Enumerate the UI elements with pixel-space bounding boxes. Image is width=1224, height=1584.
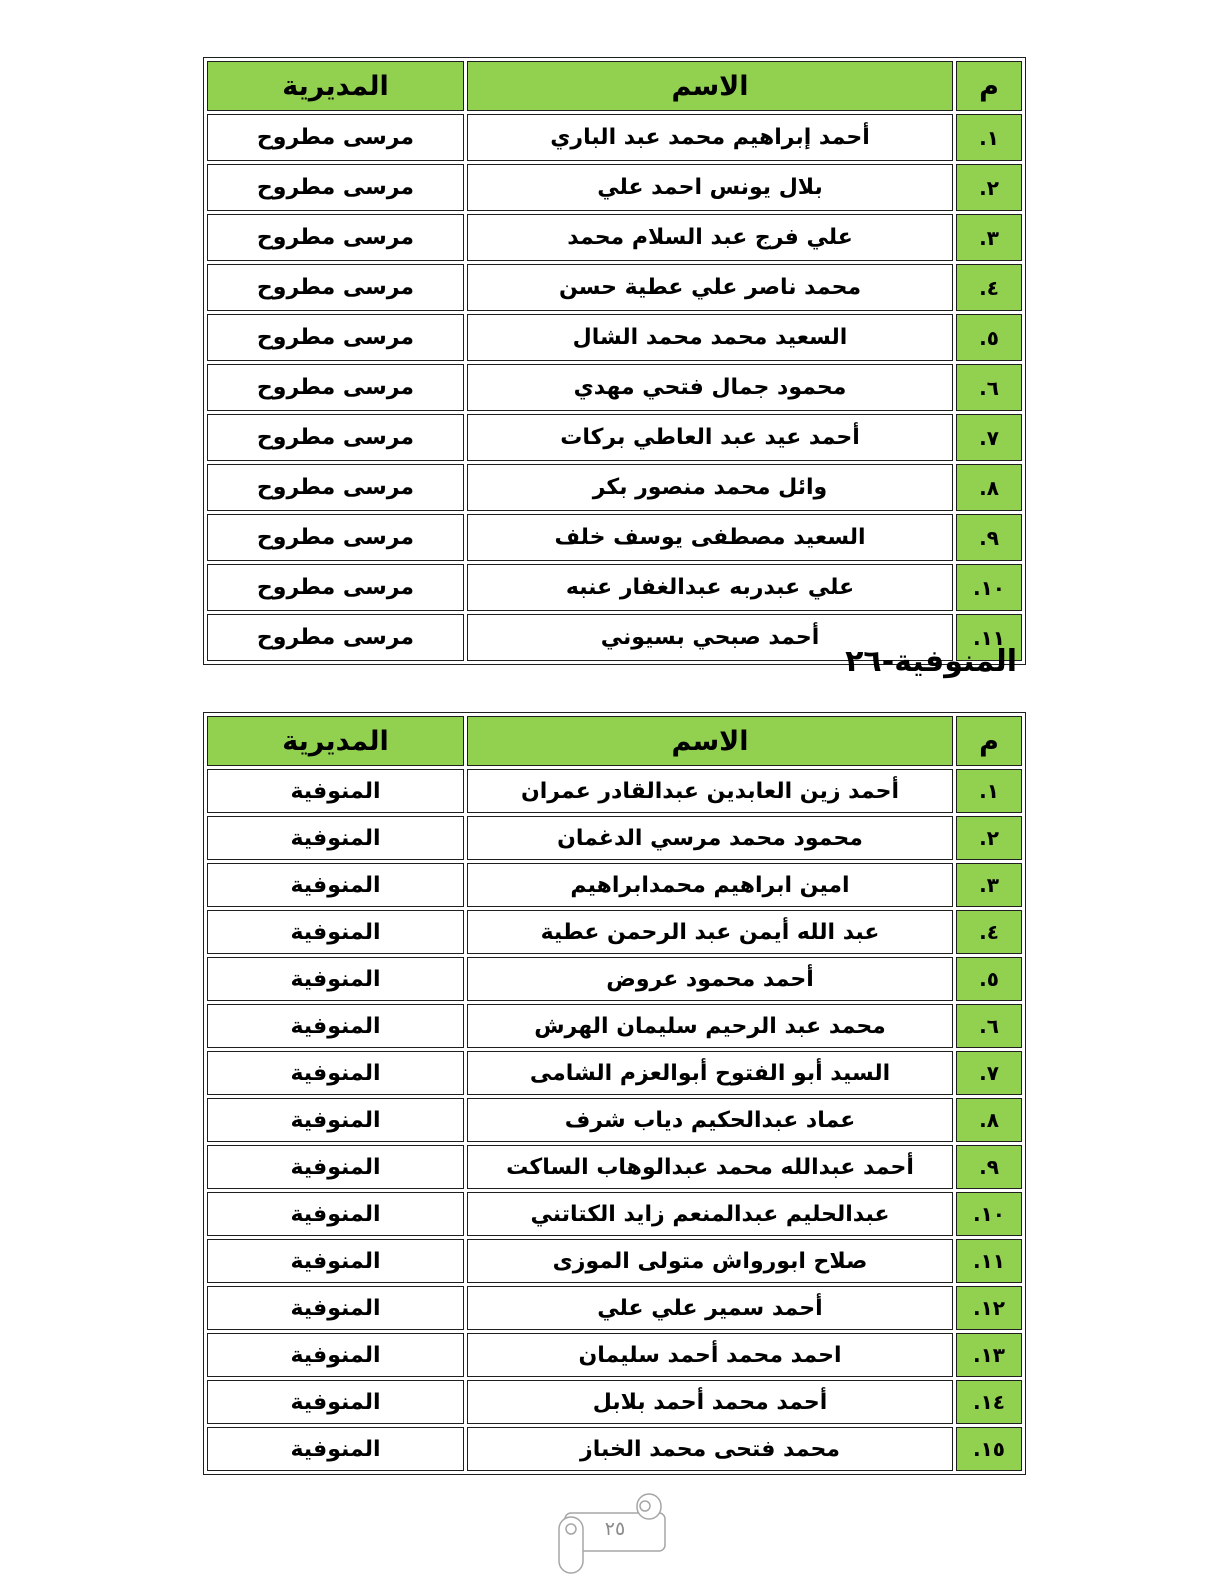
table-row xyxy=(207,1051,1022,1095)
marsa-matrouh-table xyxy=(203,57,1026,665)
directorate-name: مرسى مطروح xyxy=(207,114,464,161)
table-row xyxy=(207,314,1022,361)
table-header xyxy=(207,61,1022,111)
directorate-name: المنوفية xyxy=(207,863,464,907)
directorate-name: المنوفية xyxy=(207,910,464,954)
table-row xyxy=(207,1098,1022,1142)
section-title: المنوفية xyxy=(894,644,1017,679)
person-name: محمد فتحى محمد الخباز xyxy=(467,1427,953,1471)
directorate-name: المنوفية xyxy=(207,1098,464,1142)
row-number: ٤. xyxy=(956,910,1022,954)
page-number: ٢٥ xyxy=(604,1518,626,1540)
row-number: ١. xyxy=(956,769,1022,813)
directorate-name: مرسى مطروح xyxy=(207,314,464,361)
row-number: ١٠. xyxy=(956,1192,1022,1236)
directorate-name: مرسى مطروح xyxy=(207,164,464,211)
directorate-name: مرسى مطروح xyxy=(207,264,464,311)
header-row xyxy=(207,716,1022,766)
person-name: محمد عبد الرحيم سليمان الهرش xyxy=(467,1004,953,1048)
row-number: ٨. xyxy=(956,464,1022,511)
menoufia-table xyxy=(203,712,1026,1475)
header-number: م xyxy=(956,61,1022,111)
person-name: علي فرج عبد السلام محمد xyxy=(467,214,953,261)
table-row xyxy=(207,264,1022,311)
row-number: ٣. xyxy=(956,863,1022,907)
person-name: السعيد محمد محمد الشال xyxy=(467,314,953,361)
person-name: امين ابراهيم محمدابراهيم xyxy=(467,863,953,907)
person-name: أحمد زين العابدين عبدالقادر عمران xyxy=(467,769,953,813)
row-number: ٨. xyxy=(956,1098,1022,1142)
table-row xyxy=(207,910,1022,954)
table-row xyxy=(207,564,1022,611)
table-body xyxy=(207,114,1022,661)
row-number: ٩. xyxy=(956,514,1022,561)
table-row xyxy=(207,1145,1022,1189)
person-name: عبد الله أيمن عبد الرحمن عطية xyxy=(467,910,953,954)
table-header xyxy=(207,716,1022,766)
row-number: ١. xyxy=(956,114,1022,161)
table-row xyxy=(207,1380,1022,1424)
table-row xyxy=(207,514,1022,561)
directorate-name: المنوفية xyxy=(207,769,464,813)
person-name: أحمد عبدالله محمد عبدالوهاب الساكت xyxy=(467,1145,953,1189)
table-row xyxy=(207,1286,1022,1330)
header-name: الاسم xyxy=(467,61,953,111)
header-number: م xyxy=(956,716,1022,766)
row-number: ٦. xyxy=(956,364,1022,411)
header-name: الاسم xyxy=(467,716,953,766)
directorate-name: المنوفية xyxy=(207,816,464,860)
person-name: احمد محمد أحمد سليمان xyxy=(467,1333,953,1377)
table-body xyxy=(207,769,1022,1471)
person-name: محمود محمد مرسي الدغمان xyxy=(467,816,953,860)
person-name: أحمد محمود عروض xyxy=(467,957,953,1001)
person-name: بلال يونس احمد علي xyxy=(467,164,953,211)
person-name: محمد ناصر علي عطية حسن xyxy=(467,264,953,311)
person-name: وائل محمد منصور بكر xyxy=(467,464,953,511)
row-number: ٣. xyxy=(956,214,1022,261)
row-number: ١٣. xyxy=(956,1333,1022,1377)
section-separator: - xyxy=(881,644,895,679)
table-row xyxy=(207,1239,1022,1283)
row-number: ١٤. xyxy=(956,1380,1022,1424)
person-name: عبدالحليم عبدالمنعم زايد الكتاتني xyxy=(467,1192,953,1236)
table-row xyxy=(207,414,1022,461)
table-row xyxy=(207,1427,1022,1471)
directorate-name: المنوفية xyxy=(207,1333,464,1377)
directorate-name: مرسى مطروح xyxy=(207,514,464,561)
directorate-name: المنوفية xyxy=(207,1192,464,1236)
table-row xyxy=(207,816,1022,860)
row-number: ١١. xyxy=(956,1239,1022,1283)
row-number: ٢. xyxy=(956,164,1022,211)
directorate-name: المنوفية xyxy=(207,1286,464,1330)
row-number: ٧. xyxy=(956,1051,1022,1095)
table-row xyxy=(207,769,1022,813)
page-footer xyxy=(557,1493,668,1575)
row-number: ١٢. xyxy=(956,1286,1022,1330)
row-number: ٥. xyxy=(956,314,1022,361)
person-name: أحمد محمد أحمد بلابل xyxy=(467,1380,953,1424)
person-name: أحمد عيد عبد العاطي بركات xyxy=(467,414,953,461)
row-number: ٩. xyxy=(956,1145,1022,1189)
person-name: صلاح ابورواش متولى الموزى xyxy=(467,1239,953,1283)
header-directorate: المديرية xyxy=(207,716,464,766)
row-number: ٢. xyxy=(956,816,1022,860)
directorate-name: المنوفية xyxy=(207,1145,464,1189)
directorate-name: مرسى مطروح xyxy=(207,364,464,411)
table-row xyxy=(207,364,1022,411)
person-name: أحمد إبراهيم محمد عبد الباري xyxy=(467,114,953,161)
directorate-name: المنوفية xyxy=(207,1427,464,1471)
directorate-name: مرسى مطروح xyxy=(207,464,464,511)
directorate-name: مرسى مطروح xyxy=(207,414,464,461)
directorate-name: المنوفية xyxy=(207,1051,464,1095)
directorate-name: مرسى مطروح xyxy=(207,214,464,261)
directorate-name: المنوفية xyxy=(207,1004,464,1048)
row-number: ١٥. xyxy=(956,1427,1022,1471)
row-number: ١١. xyxy=(956,614,1022,661)
table-row xyxy=(207,1004,1022,1048)
row-number: ٧. xyxy=(956,414,1022,461)
directorate-name: مرسى مطروح xyxy=(207,564,464,611)
table-row xyxy=(207,863,1022,907)
row-number: ١٠. xyxy=(956,564,1022,611)
directorate-name: المنوفية xyxy=(207,957,464,1001)
table-row xyxy=(207,164,1022,211)
person-name: أحمد صبحي بسيوني xyxy=(467,614,953,661)
table-row xyxy=(207,464,1022,511)
table-row xyxy=(207,214,1022,261)
table-row xyxy=(207,957,1022,1001)
section-heading xyxy=(203,644,1017,679)
row-number: ٥. xyxy=(956,957,1022,1001)
table-row xyxy=(207,1333,1022,1377)
directorate-name: المنوفية xyxy=(207,1239,464,1283)
person-name: السعيد مصطفى يوسف خلف xyxy=(467,514,953,561)
header-row xyxy=(207,61,1022,111)
directorate-name: مرسى مطروح xyxy=(207,614,464,661)
table-row xyxy=(207,114,1022,161)
directorate-name: المنوفية xyxy=(207,1380,464,1424)
row-number: ٤. xyxy=(956,264,1022,311)
table-row xyxy=(207,1192,1022,1236)
person-name: أحمد سمير علي علي xyxy=(467,1286,953,1330)
header-directorate: المديرية xyxy=(207,61,464,111)
row-number: ٦. xyxy=(956,1004,1022,1048)
person-name: محمود جمال فتحي مهدي xyxy=(467,364,953,411)
person-name: عماد عبدالحكيم دياب شرف xyxy=(467,1098,953,1142)
section-number: ٢٦ xyxy=(845,644,882,679)
person-name: السيد أبو الفتوح أبوالعزم الشامى xyxy=(467,1051,953,1095)
person-name: علي عبدربه عبدالغفار عنبه xyxy=(467,564,953,611)
